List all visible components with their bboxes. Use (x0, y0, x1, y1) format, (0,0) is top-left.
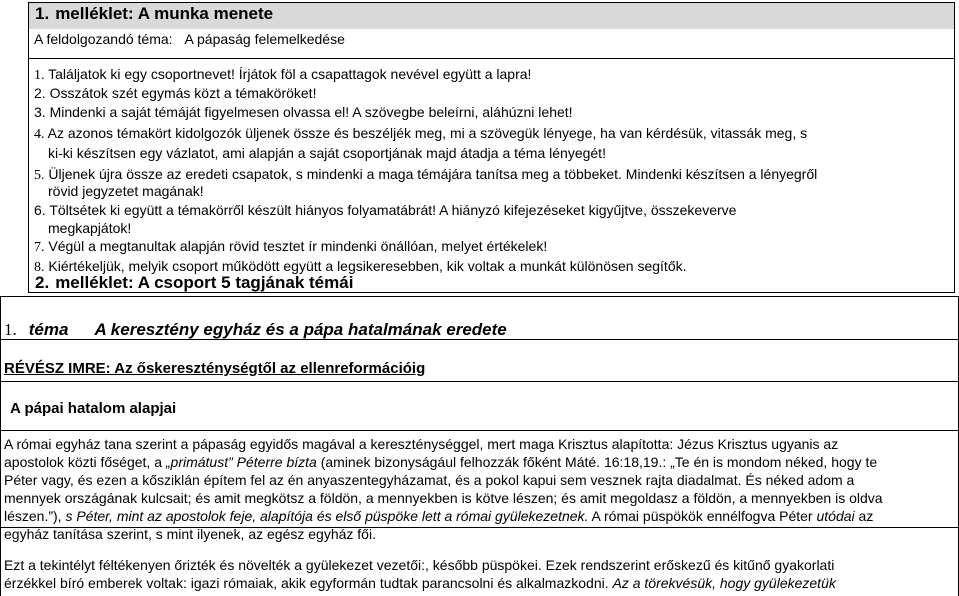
para1-line1: A római egyház tana szerint a pápaság egyidős magával a kereszténységgel, mert maga Krisztus alapította: Jézus Krisztus ugyanis az (4, 436, 839, 452)
subheading: A pápai hatalom alapjai (10, 400, 177, 417)
topic1-title-row (4, 320, 507, 340)
topic-row (34, 31, 345, 47)
source-divider (0, 381, 959, 382)
step-2: 2. Osszátok szét egymás közt a témaköröket! (34, 85, 317, 101)
topic1-label: téma (28, 320, 69, 339)
step-7: 7. Végül a megtanultak alapján rövid tesztet ír mindenki önállóan, melyet értékelek! (34, 238, 548, 255)
step-4-continued: ki-ki készítsen egy vázlatot, ami alapján a saját csoportjának majd átadja a téma lényegét! (48, 145, 606, 161)
step-4: 4. Az azonos témakört kidolgozók üljenek össze és beszéljék meg, mi a szövegük lényege, ha van kérdésük, vitassák meg, s (34, 125, 808, 142)
appendix1-number: 1. (35, 4, 50, 23)
appendix1-title (35, 4, 273, 24)
step-3: 3. Mindenki a saját témáját figyelmesen olvassa el! A szövegbe beleírni, aláhúzni lehet! (34, 104, 573, 120)
appendix2-title-text: melléklet: A csoport 5 tagjának témái (55, 273, 354, 292)
para2-line2: érzékkel bíró emberek voltak: igazi rómaiak, akik egyformán tudtak parancsolni és alkalmazkodni. Az a törekvésük, hogy gyülekezetük (4, 575, 836, 591)
source-citation: RÉVÉSZ IMRE: Az őskereszténységtől az ellenreformációig (4, 360, 426, 377)
topic1-title: A keresztény egyház és a pápa hatalmának eredete (94, 320, 507, 339)
step-6: 6. Töltsétek ki együtt a témakörről készült hiányos folyamatábrát! A hiányzó kifejezéseket kigyűjtve, összekeverve (34, 202, 737, 218)
appendix2-title (35, 273, 353, 293)
para1-line4: mennyek országának kulcsait; és amit megkötsz a földön, a mennyekben is kötve lészen; és amit megoldasz a földön, a mennyekben is oldva (4, 490, 883, 506)
topic-value: A pápaság felemelkedése (184, 31, 345, 47)
step-1: 1. Találjatok ki egy csoportnevet! Írjátok föl a csapattagok nevével együtt a lapra! (34, 66, 532, 83)
appendix1-divider (29, 58, 954, 59)
subheading-divider (0, 430, 959, 431)
topic-label: A feldolgozandó téma: (34, 31, 173, 47)
para1-line5: lészen.”), s Péter, mint az apostolok feje, alapítója és első püspöke lett a római gyülekezetnek. A római püspökök ennélfogva Péter utódai az (4, 508, 874, 524)
para1-line2: apostolok közti főséget, a „primátust” Péterre bízta (aminek bizonyságául felhozzák főként Máté. 16:18,19.: „Te én is mondom néked, hogy te (4, 454, 878, 470)
step-5-continued: rövid jegyzetet magának! (48, 183, 204, 199)
step-8: 8. Kiértékeljük, melyik csoport működött együtt a legsikeresebben, kik voltak a munkát különösen segítők. (34, 258, 687, 275)
appendix2-number: 2. (35, 273, 50, 292)
step-5: 5. Üljenek újra össze az eredeti csapatok, s mindenki a maga témájára tanítsa meg a többeket. Mindenki készítsen a lényegről (34, 166, 818, 183)
topic1-number: 1. (4, 320, 17, 339)
appendix1-title-text: melléklet: A munka menete (55, 4, 274, 23)
para1-line3: Péter vagy, és ezen a kősziklán építem fel az én anyaszentegyházamat, és a pokol kapui sem vesznek rajta diadalmat. És néked adom a (4, 472, 855, 488)
para1-line6: egyház tanítása szerint, s mint ilyenek, az egész egyház fői. (4, 526, 376, 542)
para2-line1: Ezt a tekintélyt féltékenyen őrizték és növelték a gyülekezet vezetői:, később püspökei. Ezek rendszerint erőskezű és kitűnő gyakorlati (4, 557, 835, 573)
step-6-continued: megkapjátok! (48, 220, 132, 236)
